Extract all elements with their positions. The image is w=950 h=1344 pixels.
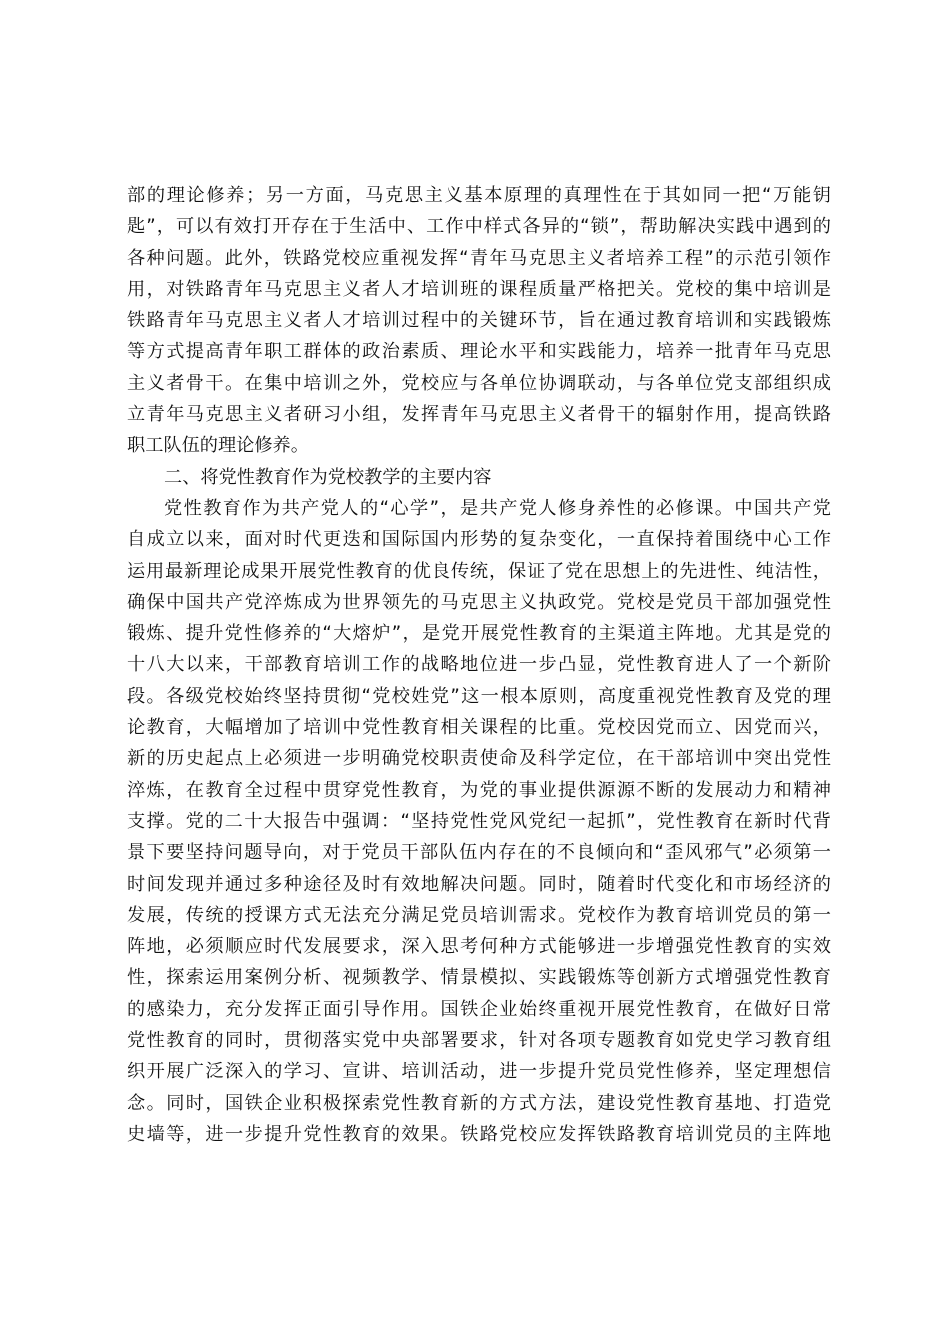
text-line: 时间发现并通过多种途径及时有效地解决问题。同时，随着时代变化和市场经济的 xyxy=(127,873,831,895)
text-line: 确保中国共产党淬炼成为世界领先的马克思主义执政党。党校是党员干部加强党性 xyxy=(127,591,831,613)
text-line: 等方式提高青年职工群体的政治素质、理论水平和实践能力，培养一批青年马克思 xyxy=(127,341,831,363)
document-body xyxy=(127,180,831,1150)
text-line: 部的理论修养；另一方面，马克思主义基本原理的真理性在于其如同一把“万能钥 xyxy=(127,185,831,206)
text-line: 用，对铁路青年马克思主义者人才培训班的课程质量严格把关。党校的集中培训是 xyxy=(127,278,831,300)
text-line: 景下要坚持问题导向，对于党员干部队伍内存在的不良倾向和“歪风邪气”必须第一 xyxy=(127,842,831,864)
text-line: 主义者骨干。在集中培训之外，党校应与各单位协调联动，与各单位党支部组织成 xyxy=(127,372,831,394)
section-heading: 二、将党性教育作为党校教学的主要内容 xyxy=(164,466,492,488)
text-line: 十八大以来，干部教育培训工作的战略地位进一步凸显，党性教育进人了一个新阶 xyxy=(127,654,831,676)
text-line: 匙”，可以有效打开存在于生活中、工作中样式各异的“锁”，帮助解决实践中遇到的 xyxy=(127,216,831,238)
text-line: 论教育，大幅增加了培训中党性教育相关课程的比重。党校因党而立、因党而兴， xyxy=(127,717,831,739)
text-line: 性，探索运用案例分析、视频教学、情景模拟、实践锻炼等创新方式增强党性教育 xyxy=(127,967,831,989)
text-line: 支撑。党的二十大报告中强调：“坚持党性党风党纪一起抓”，党性教育在新时代背 xyxy=(127,810,831,832)
text-line: 锻炼、提升党性修养的“大熔炉”，是党开展党性教育的主渠道主阵地。尤其是党的 xyxy=(127,623,831,645)
text-line: 各种问题。此外，铁路党校应重视发挥“青年马克思主义者培养工程”的示范引领作 xyxy=(127,247,831,269)
text-line: 新的历史起点上必须进一步明确党校职责使命及科学定位，在干部培训中突出党性 xyxy=(127,748,831,770)
text-line: 段。各级党校始终坚持贯彻“党校姓党”这一根本原则，高度重视党性教育及党的理 xyxy=(127,685,831,707)
text-line: 淬炼，在教育全过程中贯穿党性教育，为党的事业提供源源不断的发展动力和精神 xyxy=(127,779,831,801)
text-line: 发展，传统的授课方式无法充分满足党员培训需求。党校作为教育培训党员的第一 xyxy=(127,904,831,926)
text-line: 党性教育作为共产党人的“心学”，是共产党人修身养性的必修课。中国共产党 xyxy=(164,497,831,519)
text-line: 的感染力，充分发挥正面引导作用。国铁企业始终重视开展党性教育，在做好日常 xyxy=(127,998,831,1020)
text-line: 织开展广泛深入的学习、宣讲、培训活动，进一步提升党员党性修养，坚定理想信 xyxy=(127,1061,831,1083)
text-line: 铁路青年马克思主义者人才培训过程中的关键环节，旨在通过教育培训和实践锻炼 xyxy=(127,310,831,332)
text-line: 阵地，必须顺应时代发展要求，深入思考何种方式能够进一步增强党性教育的实效 xyxy=(127,936,831,958)
text-line: 党性教育的同时，贯彻落实党中央部署要求，针对各项专题教育如党史学习教育组 xyxy=(127,1030,831,1052)
text-line: 史墙等，进一步提升党性教育的效果。铁路党校应发挥铁路教育培训党员的主阵地 xyxy=(127,1123,831,1145)
text-line: 自成立以来，面对时代更迭和国际国内形势的复杂变化，一直保持着围绕中心工作 xyxy=(127,529,831,551)
text-line: 职工队伍的理论修养。 xyxy=(127,435,309,457)
text-line: 运用最新理论成果开展党性教育的优良传统，保证了党在思想上的先进性、纯洁性， xyxy=(127,560,831,582)
text-line: 念。同时，国铁企业积极探索党性教育新的方式方法，建设党性教育基地、打造党 xyxy=(127,1092,831,1114)
text-line: 立青年马克思主义者研习小组，发挥青年马克思主义者骨干的辐射作用，提高铁路 xyxy=(127,404,831,426)
